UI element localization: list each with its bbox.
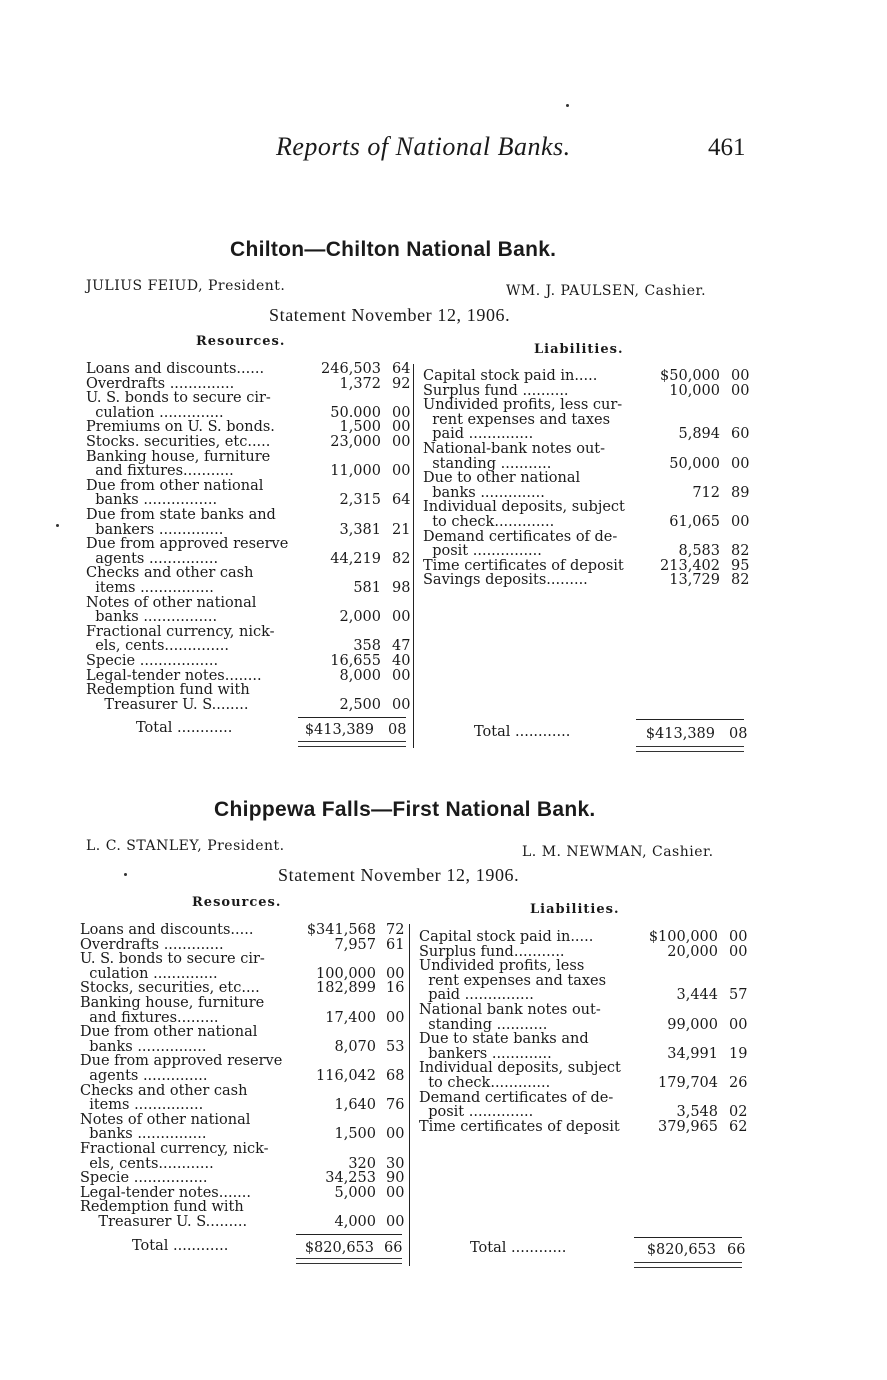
subtotal-rule	[634, 1237, 742, 1238]
resource-label: Specie .................	[86, 653, 219, 669]
resource-amount: 11,000	[330, 463, 381, 480]
resource-amount: 23,000	[330, 434, 381, 450]
resource-label: els, cents............	[80, 1155, 214, 1172]
resource-label: items ................	[86, 580, 214, 596]
liability-cents: 19	[729, 1045, 748, 1062]
resource-label: Stocks, securities, etc....	[80, 980, 260, 997]
resource-amount: 50.000	[330, 404, 381, 421]
resource-cents: 68	[386, 1068, 405, 1084]
page-number: 461	[708, 134, 746, 161]
liability-label: Capital stock paid in.....	[419, 929, 594, 945]
resource-amount: 100,000	[316, 965, 376, 982]
resource-cents: 21	[392, 521, 411, 538]
resource-label: Specie ................	[80, 1170, 208, 1187]
liability-label: Demand certificates of de-	[423, 528, 618, 545]
resource-amount: 4,000	[334, 1214, 376, 1230]
resource-label: Notes of other national	[86, 594, 257, 611]
liability-label: Undivided profits, less	[419, 958, 585, 975]
resource-cents: 00	[392, 667, 411, 684]
column-divider	[413, 364, 414, 748]
cashier-chilton: WM. J. PAULSEN, Cashier.	[506, 283, 707, 299]
print-speck	[124, 873, 127, 876]
liability-cents: 00	[729, 929, 748, 945]
resource-cents: 76	[386, 1097, 405, 1114]
resource-label: culation ..............	[86, 404, 224, 421]
liability-label: Savings deposits.........	[423, 572, 588, 589]
resource-label: Redemption fund with	[86, 682, 250, 699]
resource-amount: 5,000	[334, 1184, 376, 1201]
resource-label: els, cents..............	[86, 638, 229, 655]
resource-cents: 98	[392, 580, 411, 596]
resource-cents: 00	[392, 696, 411, 713]
resource-label: Due from approved reserve	[86, 536, 289, 553]
resource-amount: 358	[353, 638, 381, 655]
liability-amount: 213,402	[660, 557, 720, 574]
resource-amount: 581	[353, 580, 381, 596]
resource-label: Loans and discounts.....	[80, 922, 254, 938]
resource-amount: 7,957	[334, 936, 376, 953]
resource-cents: 90	[386, 1170, 405, 1187]
liability-label: posit ..............	[419, 1104, 534, 1121]
resource-label: Due from other national	[86, 477, 264, 494]
resource-amount: 17,400	[325, 1009, 376, 1026]
liability-label: banks ..............	[423, 484, 545, 501]
resource-cents: 53	[386, 1038, 405, 1055]
liability-amount: 712	[692, 484, 720, 501]
liability-label: standing ...........	[419, 1016, 548, 1033]
print-speck	[56, 524, 59, 527]
double-rule	[296, 1258, 402, 1264]
liability-label: Surplus fund ..........	[423, 382, 569, 399]
resources-heading-chippewa: Resources.	[192, 895, 282, 910]
resource-amount: 16,655	[330, 653, 381, 669]
total-cents-resources-chilton: 08	[388, 722, 407, 738]
resource-amount: 116,042	[316, 1068, 376, 1084]
total-label-liabilities-chilton: Total ............	[474, 724, 571, 740]
resource-cents: 64	[392, 492, 411, 509]
resource-cents: 72	[386, 922, 405, 938]
resource-label: Treasurer U. S.........	[80, 1214, 248, 1230]
double-rule	[636, 746, 744, 752]
liability-label: Due to other national	[423, 470, 581, 487]
liability-amount: 34,991	[667, 1045, 718, 1062]
resource-label: items ...............	[80, 1097, 204, 1114]
resource-amount: 2,315	[339, 492, 381, 509]
resource-label: Due from other national	[80, 1024, 258, 1041]
subtotal-rule	[296, 1234, 402, 1235]
resource-cents: 00	[386, 1184, 405, 1201]
liability-label: to check.............	[419, 1075, 551, 1091]
resource-label: Premiums on U. S. bonds.	[86, 419, 275, 436]
liability-cents: 95	[731, 557, 750, 574]
resource-label: agents ..............	[80, 1068, 208, 1084]
resource-label: culation ..............	[80, 965, 218, 982]
resource-cents: 00	[386, 1126, 405, 1143]
liability-amount: 61,065	[669, 514, 720, 530]
liability-cents: 57	[729, 987, 748, 1004]
liability-cents: 89	[731, 484, 750, 501]
liability-label: posit ...............	[423, 543, 542, 560]
resource-label: banks ................	[86, 609, 218, 626]
resource-amount: 34,253	[325, 1170, 376, 1187]
resource-label: U. S. bonds to secure cir-	[80, 951, 265, 968]
liability-amount: 179,704	[658, 1075, 718, 1091]
resource-amount: 3,381	[339, 521, 381, 538]
liability-label: rent expenses and taxes	[423, 411, 611, 428]
president-chippewa: L. C. STANLEY, President.	[86, 838, 285, 854]
column-divider	[409, 924, 410, 1266]
resource-label: Fractional currency, nick-	[80, 1141, 269, 1157]
liability-cents: 60	[731, 426, 750, 443]
resource-label: bankers ..............	[86, 521, 224, 538]
liability-label: Undivided profits, less cur-	[423, 397, 623, 414]
liability-cents: 00	[731, 368, 750, 384]
resource-amount: 8,070	[334, 1038, 376, 1055]
resource-label: and fixtures.........	[80, 1009, 219, 1026]
resource-label: agents ...............	[86, 550, 219, 567]
resource-label: banks ................	[86, 492, 218, 509]
resource-cents: 00	[386, 1214, 405, 1230]
liability-cents: 00	[731, 455, 750, 472]
resource-cents: 16	[386, 980, 405, 997]
resource-label: Redemption fund with	[80, 1199, 244, 1216]
resource-label: Loans and discounts......	[86, 361, 265, 377]
bank-title-chippewa: Chippewa Falls—First National Bank.	[214, 798, 596, 821]
resource-amount: 1,640	[334, 1097, 376, 1114]
liability-cents: 82	[731, 572, 750, 589]
liability-amount: 99,000	[667, 1016, 718, 1033]
statement-date-chilton: Statement November 12, 1906.	[269, 305, 511, 325]
liabilities-heading-chippewa: Liabilities.	[530, 902, 620, 917]
total-amount-liabilities-chilton: $413,389	[645, 726, 715, 742]
total-amount-resources-chippewa: $820,653	[304, 1240, 374, 1256]
liability-amount: 379,965	[658, 1118, 718, 1135]
total-label-liabilities-chippewa: Total ............	[470, 1240, 567, 1256]
president-chilton: JULIUS FEIUD, President.	[86, 278, 286, 294]
resource-label: Legal-tender notes........	[86, 667, 262, 684]
resource-label: Due from approved reserve	[80, 1053, 283, 1070]
resource-label: banks ...............	[80, 1126, 207, 1143]
resource-label: Overdrafts .............	[80, 936, 224, 953]
resource-cents: 00	[392, 404, 411, 421]
liability-label: National-bank notes out-	[423, 441, 606, 457]
liability-amount: $50,000	[660, 368, 720, 384]
resource-cents: 61	[386, 936, 405, 953]
resource-amount: 8,000	[339, 667, 381, 684]
resource-label: Legal-tender notes.......	[80, 1184, 252, 1201]
total-label-resources-chippewa: Total ............	[132, 1238, 229, 1254]
liability-cents: 62	[729, 1118, 748, 1135]
resource-amount: $341,568	[306, 922, 376, 938]
double-rule	[298, 741, 406, 747]
bank-title-chilton: Chilton—Chilton National Bank.	[230, 238, 557, 261]
total-label-resources-chilton: Total ............	[136, 720, 233, 736]
print-speck	[566, 104, 569, 107]
resource-amount: 246,503	[321, 361, 381, 377]
liability-amount: 20,000	[667, 943, 718, 960]
subtotal-rule	[298, 717, 406, 718]
resource-amount: 2,000	[339, 609, 381, 626]
liability-amount: 5,894	[678, 426, 720, 443]
resource-cents: 92	[392, 375, 411, 392]
liability-label: bankers .............	[419, 1045, 552, 1062]
resource-cents: 40	[392, 653, 411, 669]
liability-amount: 10,000	[669, 382, 720, 399]
cashier-chippewa: L. M. NEWMAN, Cashier.	[522, 844, 714, 860]
total-amount-liabilities-chippewa: $820,653	[646, 1242, 716, 1258]
liability-amount: $100,000	[648, 929, 718, 945]
liability-cents: 00	[731, 514, 750, 530]
subtotal-rule	[636, 719, 744, 720]
liability-amount: 13,729	[669, 572, 720, 589]
resource-label: Checks and other cash	[80, 1082, 248, 1099]
resource-amount: 1,372	[339, 375, 381, 392]
total-cents-liabilities-chilton: 08	[729, 726, 748, 742]
resource-label: banks ...............	[80, 1038, 207, 1055]
resource-amount: 44,219	[330, 550, 381, 567]
liability-label: paid ...............	[419, 987, 534, 1004]
liability-label: National bank notes out-	[419, 1002, 601, 1018]
resource-cents: 00	[392, 419, 411, 436]
liability-amount: 3,444	[676, 987, 718, 1004]
total-cents-resources-chippewa: 66	[384, 1240, 403, 1256]
resource-label: Due from state banks and	[86, 507, 276, 523]
resource-label: Notes of other national	[80, 1111, 251, 1128]
liability-cents: 26	[729, 1075, 748, 1091]
resource-label: Banking house, furniture	[80, 995, 265, 1011]
resource-amount: 1,500	[339, 419, 381, 436]
resources-heading-chilton: Resources.	[196, 334, 286, 349]
liability-label: Due to state banks and	[419, 1031, 589, 1048]
liability-cents: 00	[731, 382, 750, 399]
total-cents-liabilities-chippewa: 66	[727, 1242, 746, 1258]
liability-label: Surplus fund...........	[419, 943, 565, 960]
liability-label: to check.............	[423, 514, 555, 530]
resource-label: Stocks. securities, etc.....	[86, 434, 271, 450]
liability-amount: 3,548	[676, 1104, 718, 1121]
resource-amount: 2,500	[339, 696, 381, 713]
resource-amount: 182,899	[316, 980, 376, 997]
resource-label: U. S. bonds to secure cir-	[86, 390, 271, 407]
resource-cents: 64	[392, 361, 411, 377]
total-amount-resources-chilton: $413,389	[304, 722, 374, 738]
resource-label: Treasurer U. S........	[86, 696, 249, 713]
liability-label: paid ..............	[423, 426, 534, 443]
liability-cents: 00	[729, 943, 748, 960]
liability-label: Individual deposits, subject	[423, 499, 625, 516]
statement-date-chippewa: Statement November 12, 1906.	[278, 865, 520, 885]
running-head-title: Reports of National Banks.	[276, 132, 571, 161]
resource-amount: 320	[348, 1155, 376, 1172]
liability-label: Time certificates of deposit	[423, 557, 624, 574]
liability-cents: 82	[731, 543, 750, 560]
resource-cents: 00	[392, 434, 411, 450]
resource-cents: 82	[392, 550, 411, 567]
liability-cents: 00	[729, 1016, 748, 1033]
resource-label: and fixtures...........	[86, 463, 234, 480]
resource-cents: 00	[392, 609, 411, 626]
resource-cents: 00	[386, 1009, 405, 1026]
liability-label: Demand certificates of de-	[419, 1089, 614, 1106]
resource-cents: 47	[392, 638, 411, 655]
resource-cents: 00	[392, 463, 411, 480]
liability-label: standing ...........	[423, 455, 552, 472]
resource-cents: 00	[386, 965, 405, 982]
double-rule	[634, 1262, 742, 1268]
resource-label: Fractional currency, nick-	[86, 623, 275, 640]
liability-label: rent expenses and taxes	[419, 972, 607, 989]
resource-label: Overdrafts ..............	[86, 375, 235, 392]
liability-label: Time certificates of deposit	[419, 1118, 620, 1135]
liabilities-heading-chilton: Liabilities.	[534, 342, 624, 357]
liability-cents: 02	[729, 1104, 748, 1121]
resource-label: Banking house, furniture	[86, 448, 271, 465]
liability-amount: 50,000	[669, 455, 720, 472]
liability-label: Capital stock paid in.....	[423, 368, 598, 384]
resource-amount: 1,500	[334, 1126, 376, 1143]
liability-amount: 8,583	[678, 543, 720, 560]
resource-cents: 30	[386, 1155, 405, 1172]
resource-label: Checks and other cash	[86, 565, 254, 582]
liability-label: Individual deposits, subject	[419, 1060, 621, 1077]
